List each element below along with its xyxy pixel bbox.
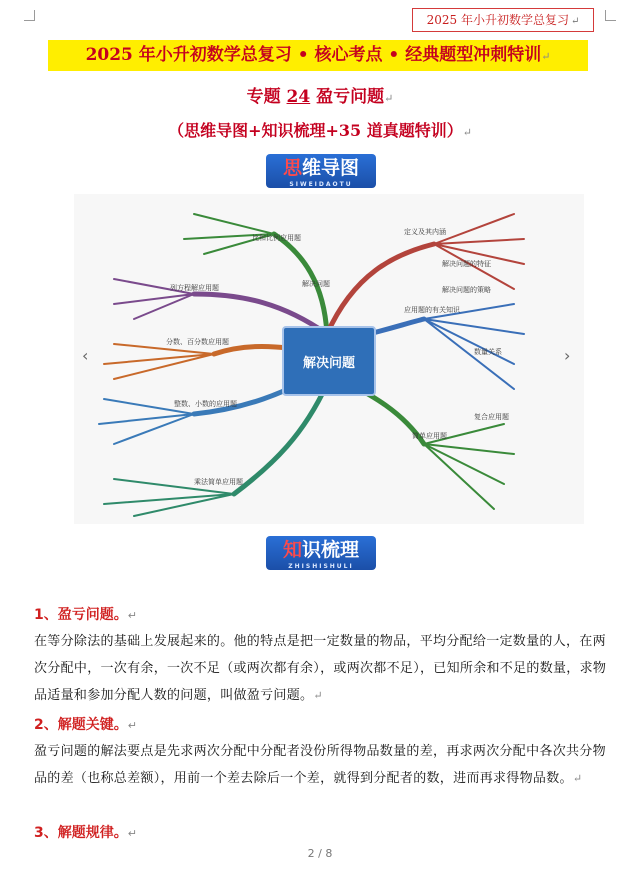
topic-title [0,82,640,107]
mind-map-center-label: 解决问题 [302,356,355,371]
mm-label-11: 复合应用题 [474,413,509,421]
return-mark: ↵ [384,92,394,105]
section-paragraph-1 [34,628,608,709]
mind-map-badge [266,154,376,188]
section-title-2 [34,714,137,734]
section-paragraph-text: 盈亏问题的解法要点是先求两次分配中分配者没份所得物品数量的差，再求两次分配中各次共分物品的差（也称总差额），用前一个差去除后一个差，就得到分配者的数，进而再求得物品数。 [34,744,606,786]
mm-label-12: 数量关系 [474,348,502,356]
mind-map-image [74,194,584,524]
page-indicator-text: 2 / 8 [307,847,333,860]
corner-mark-left [24,10,35,21]
mind-map-next-arrow-icon[interactable]: › [564,346,571,365]
return-mark: ↵ [127,719,137,732]
section-paragraph-text: 在等分除法的基础上发展起来的。他的特点是把一定数量的物品，平均分配给一定数量的人，在两次分配中，一次有余，一次不足（或两次都有余），或两次都不足），已知所余和不足的数量，求物品适量和参加分配人数的问题，叫做盈亏问题。 [34,634,607,703]
subtitle [0,118,640,141]
main-title: 2025 年小升初数学总复习 • 核心考点 • 经典题型冲刺特训 [85,45,542,65]
mind-map-badge-sub: SIWEIDAOTU [289,181,353,188]
mind-map-badge-a: 思 [282,157,302,179]
mm-label-8: 应用题的有关知识 [404,306,460,314]
mind-map-center [282,326,376,396]
knowledge-badge-a: 知 [282,539,302,561]
section-title-text: 2、解题关键。 [34,717,128,733]
return-mark: ↵ [127,609,137,622]
subtitle-text: （思维导图+知识梳理+35 道真题特训） [168,121,463,140]
knowledge-badge [266,536,376,570]
header-stamp [412,8,594,32]
mind-map-badge-b: 维导图 [302,157,360,179]
mm-label-1: 解决问题 [302,280,330,288]
knowledge-badge-sub: ZHISHISHULI [288,563,354,570]
section-title-1 [34,604,137,624]
header-stamp-text: 2025 年小升初数学总复习 [426,13,569,27]
mm-label-3: 解决问题的特征 [442,260,491,268]
mm-label-10: 乘法简单应用题 [194,478,243,486]
topic-number: 24 [286,87,311,107]
topic-name: 盈亏问题 [316,87,385,107]
section-paragraph-2 [34,738,608,792]
mm-label-6: 分数、百分数应用题 [166,338,229,346]
main-title-banner [48,40,588,71]
return-mark: ↵ [541,50,551,63]
return-mark: ↵ [570,16,580,27]
section-title-3 [34,822,137,842]
mm-label-4: 解决问题的策略 [442,286,491,294]
knowledge-badge-b: 识梳理 [302,539,360,561]
mm-label-0: 比和比例应用题 [252,234,301,242]
corner-mark-right [605,10,616,21]
section-title-text: 3、解题规律。 [34,825,128,841]
mm-label-2: 定义及其内涵 [404,228,446,236]
return-mark: ↵ [572,772,583,785]
page-indicator [0,847,640,860]
mm-label-9: 简单应用题 [412,432,447,440]
topic-prefix: 专题 [246,87,281,107]
mind-map-prev-arrow-icon[interactable]: ‹ [82,346,89,365]
return-mark: ↵ [313,689,323,702]
section-title-text: 1、盈亏问题。 [34,607,128,623]
return-mark: ↵ [462,126,472,139]
mm-label-5: 列方程解应用题 [170,284,219,292]
return-mark: ↵ [127,827,137,840]
mm-label-7: 整数、小数的应用题 [174,400,237,408]
